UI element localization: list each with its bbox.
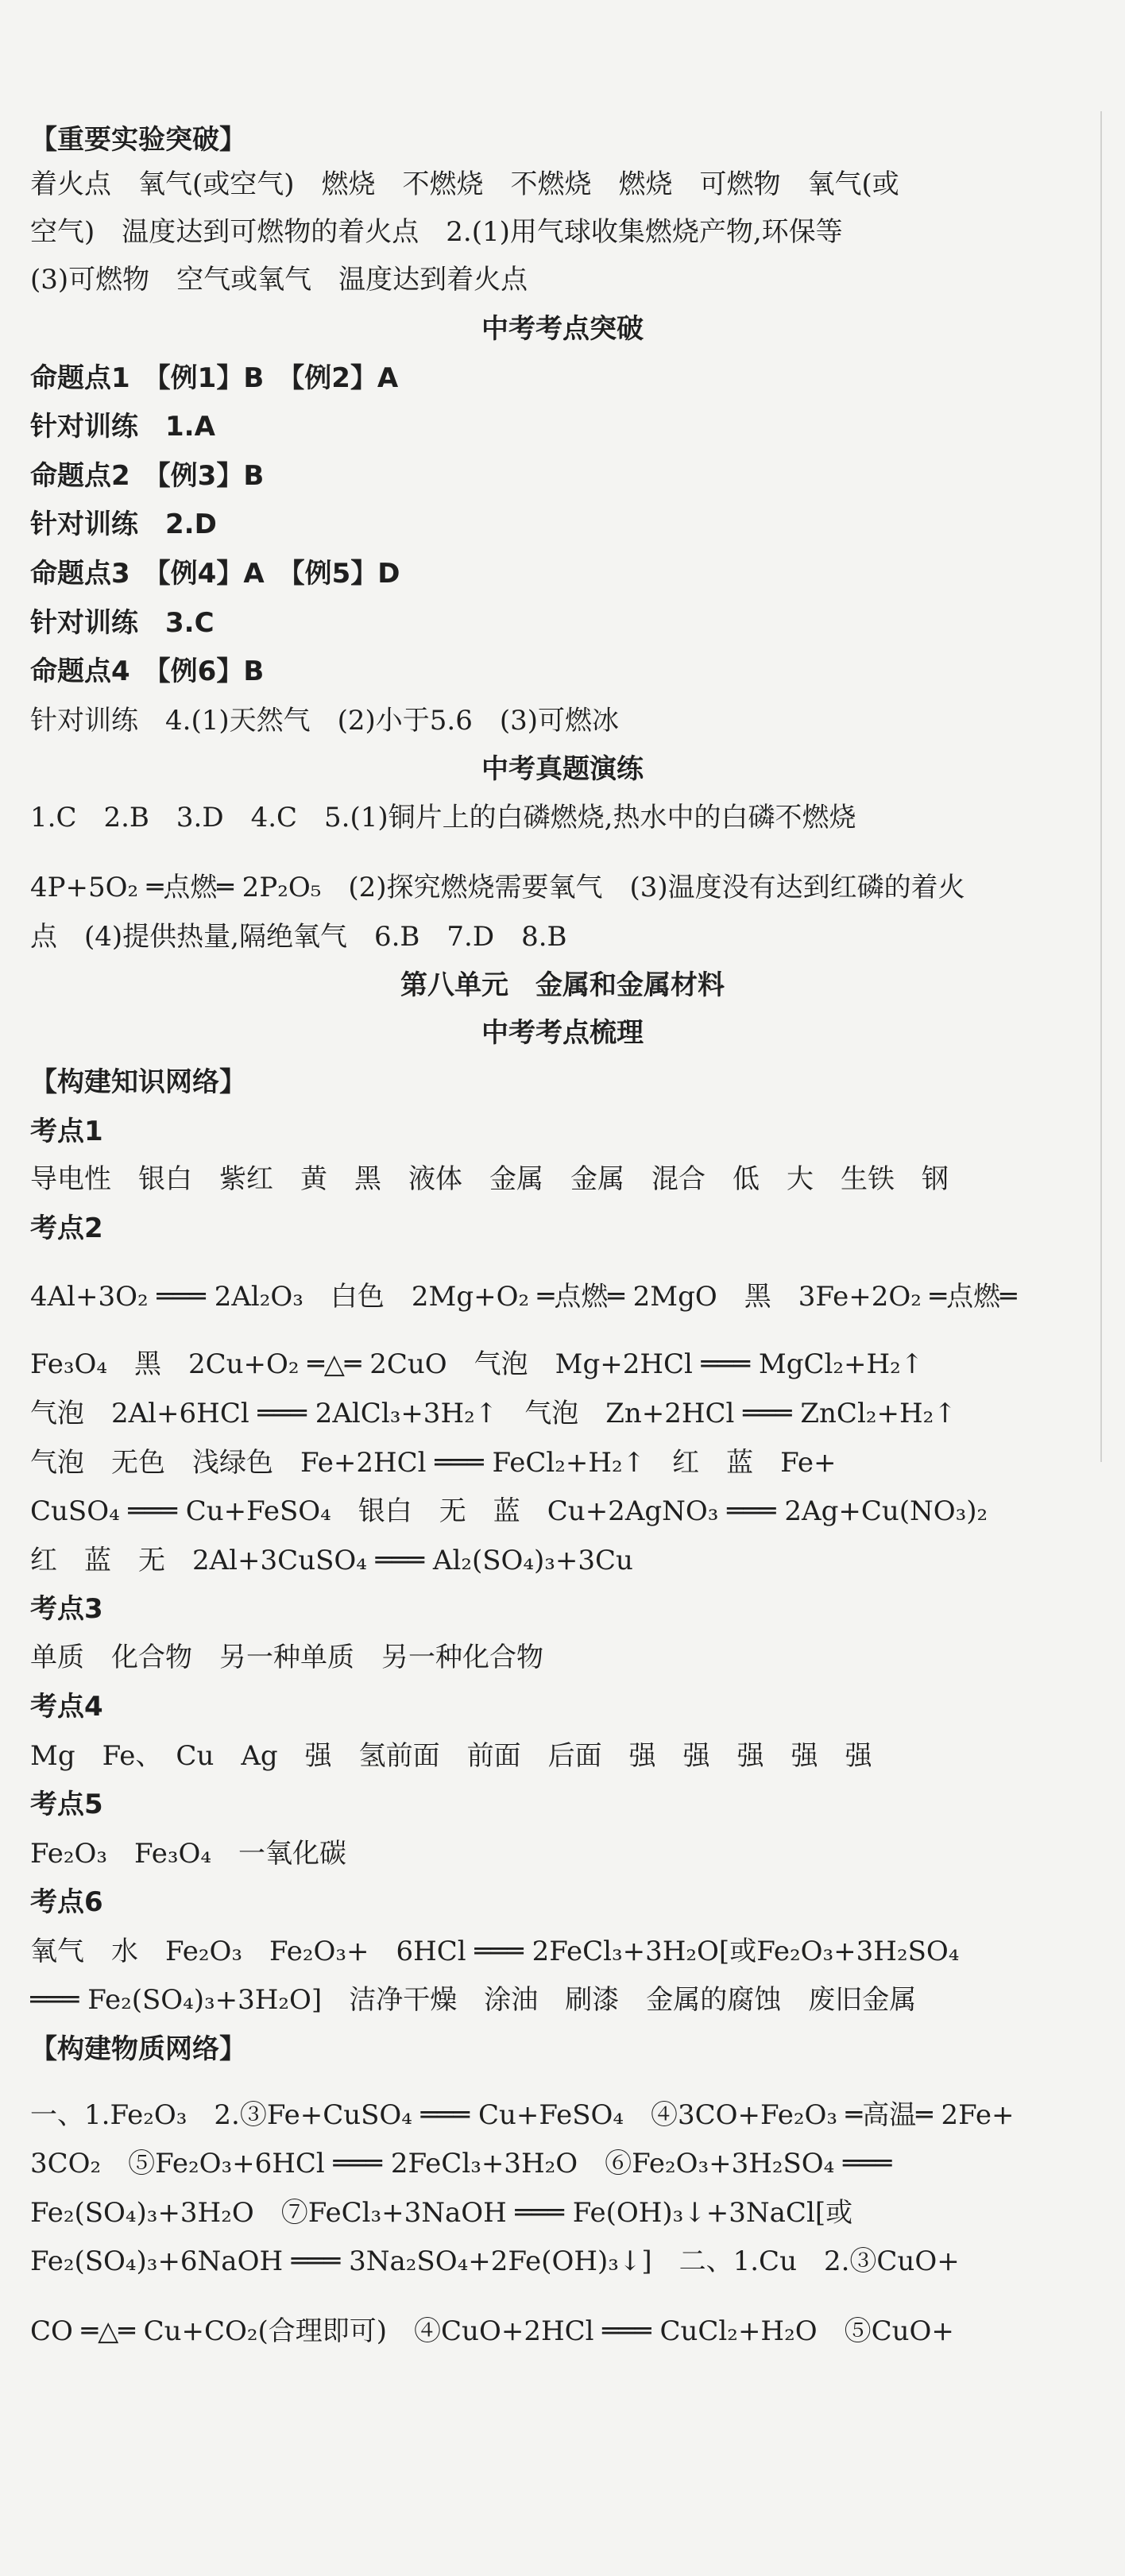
kaodian-label: 考点4	[30, 1691, 103, 1723]
text-line: 针对训练 2.D	[30, 509, 217, 540]
kaodian-label: 考点3	[30, 1593, 103, 1625]
text-line: 空气) 温度达到可燃物的着火点 2.(1)用气球收集燃烧产物,环保等	[30, 216, 843, 248]
kaodian-label: 考点6	[30, 1886, 103, 1918]
heading-sorting: 中考考点梳理	[481, 1017, 644, 1049]
text-line: 1.C 2.B 3.D 4.C 5.(1)铜片上的白磷燃烧,热水中的白磷不燃烧	[30, 802, 856, 834]
text-line: 命题点4 【例6】B	[30, 656, 265, 687]
kaodian-label: 考点5	[30, 1789, 103, 1820]
text-line: 3CO₂ ⑤Fe₂O₃+6HCl ═══ 2FeCl₃+3H₂O ⑥Fe₂O₃+3H₂SO₄ ═══	[30, 2148, 892, 2180]
text-line: 4Al+3O₂ ═══ 2Al₂O₃ 白色 2Mg+O₂ ═点燃═ 2MgO 黑 3Fe+2O₂ ═点燃═	[30, 1281, 1017, 1313]
heading-key-experiment: 【重要实验突破】	[30, 124, 246, 156]
text-line: 氧气 水 Fe₂O₃ Fe₂O₃+ 6HCl ═══ 2FeCl₃+3H₂O[或Fe₂O₃+3H₂SO₄	[30, 1936, 960, 1967]
unit-title: 第八单元 金属和金属材料	[400, 969, 725, 1001]
text-line: 红 蓝 无 2Al+3CuSO₄ ═══ Al₂(SO₄)₃+3Cu	[30, 1545, 633, 1576]
text-line: 针对训练 1.A	[30, 411, 215, 443]
heading-knowledge-network: 【构建知识网络】	[30, 1066, 246, 1098]
text-line: 点 (4)提供热量,隔绝氧气 6.B 7.D 8.B	[30, 921, 567, 953]
text-line: 单质 化合物 另一种单质 另一种化合物	[30, 1642, 543, 1673]
text-line: 气泡 2Al+6HCl ═══ 2AlCl₃+3H₂↑ 气泡 Zn+2HCl ═══ ZnCl₂+H₂↑	[30, 1398, 957, 1429]
text-line: Fe₂O₃ Fe₃O₄ 一氧化碳	[30, 1838, 346, 1870]
text-line: 命题点3 【例4】A 【例5】D	[30, 558, 400, 590]
text-line: ═══ Fe₂(SO₄)₃+3H₂O] 洁净干燥 涂油 刷漆 金属的腐蚀 废旧金属	[30, 1984, 917, 2016]
text-line: 命题点1 【例1】B 【例2】A	[30, 362, 399, 394]
text-line: 针对训练 4.(1)天然气 (2)小于5.6 (3)可燃冰	[30, 705, 619, 737]
text-line: 4P+5O₂ ═点燃═ 2P₂O₅ (2)探究燃烧需要氧气 (3)温度没有达到红磷的着火	[30, 872, 965, 903]
text-line: 气泡 无色 浅绿色 Fe+2HCl ═══ FeCl₂+H₂↑ 红 蓝 Fe+	[30, 1447, 837, 1479]
heading-substance-network: 【构建物质网络】	[30, 2033, 246, 2065]
text-line: 针对训练 3.C	[30, 607, 215, 639]
text-line: (3)可燃物 空气或氧气 温度达到着火点	[30, 264, 528, 296]
text-line: Mg Fe、 Cu Ag 强 氢前面 前面 后面 强 强 强 强 强	[30, 1740, 872, 1772]
text-line: CO ═△═ Cu+CO₂(合理即可) ④CuO+2HCl ═══ CuCl₂+H₂O ⑤CuO+	[30, 2315, 954, 2347]
text-line: 命题点2 【例3】B	[30, 460, 265, 492]
text-line: Fe₂(SO₄)₃+3H₂O ⑦FeCl₃+3NaOH ═══ Fe(OH)₃↓+3NaCl[或	[30, 2197, 853, 2229]
text-line: Fe₂(SO₄)₃+6NaOH ═══ 3Na₂SO₄+2Fe(OH)₃↓] 二、1.Cu 2.③CuO+	[30, 2245, 960, 2277]
text-line: 着火点 氧气(或空气) 燃烧 不燃烧 不燃烧 燃烧 可燃物 氧气(或	[30, 168, 899, 200]
text-line: Fe₃O₄ 黑 2Cu+O₂ ═△═ 2CuO 气泡 Mg+2HCl ═══ MgCl₂+H₂↑	[30, 1348, 924, 1380]
heading-real-exam: 中考真题演练	[481, 753, 644, 785]
kaodian-label: 考点2	[30, 1213, 103, 1244]
page-edge-line	[1100, 111, 1102, 1462]
text-line: 导电性 银白 紫红 黄 黑 液体 金属 金属 混合 低 大 生铁 钢	[30, 1163, 949, 1195]
heading-midterm-breakthrough: 中考考点突破	[481, 313, 644, 345]
kaodian-label: 考点1	[30, 1116, 103, 1147]
text-line: 一、1.Fe₂O₃ 2.③Fe+CuSO₄ ═══ Cu+FeSO₄ ④3CO+Fe₂O₃ ═高温═ 2Fe+	[30, 2099, 1015, 2131]
text-line: CuSO₄ ═══ Cu+FeSO₄ 银白 无 蓝 Cu+2AgNO₃ ═══ 2Ag+Cu(NO₃)₂	[30, 1495, 988, 1527]
